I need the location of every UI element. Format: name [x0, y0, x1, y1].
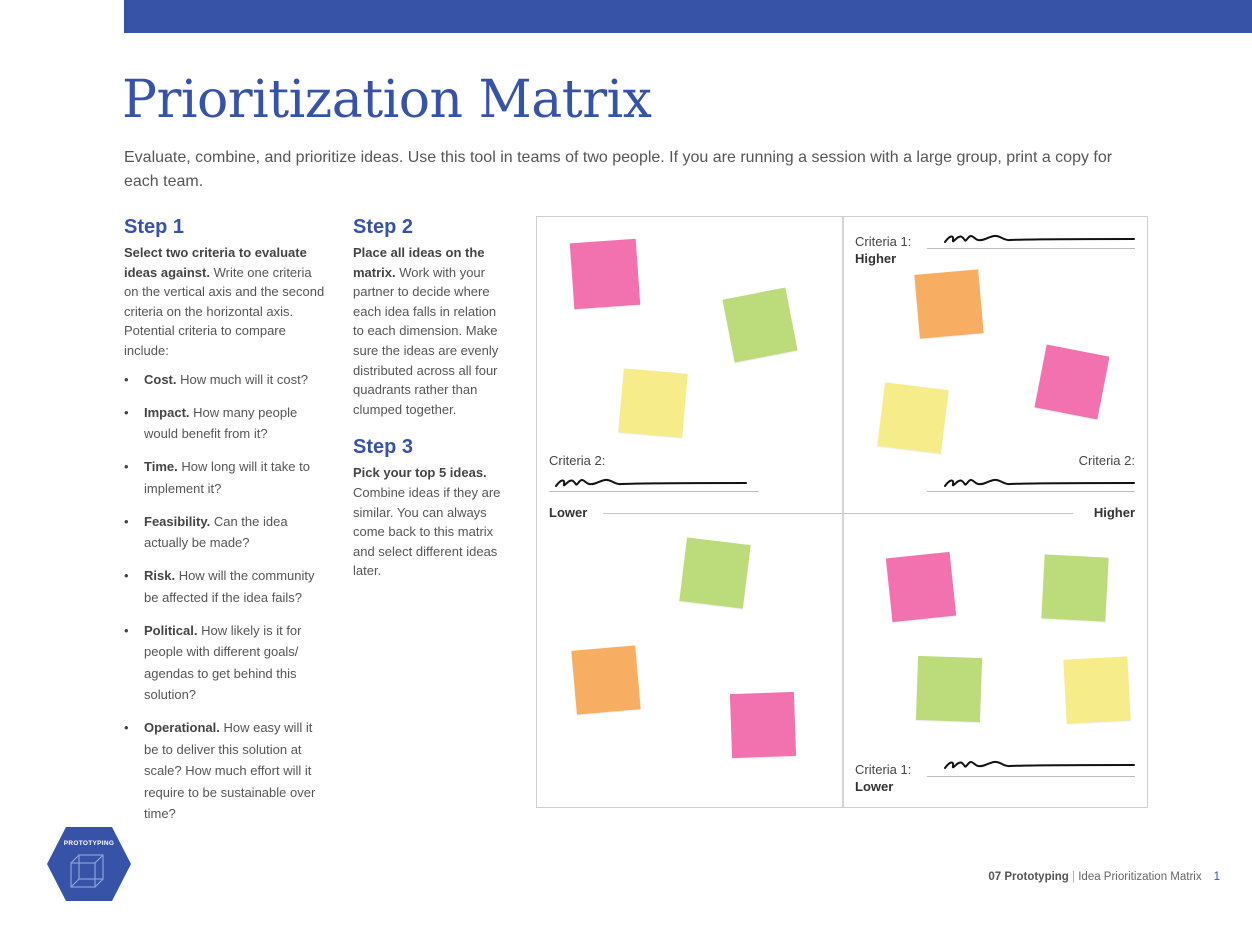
criteria-name: Feasibility. — [144, 513, 211, 529]
sticky-note-pink[interactable] — [570, 239, 640, 309]
axis-low-text: Lower — [549, 505, 588, 520]
step1-text — [124, 243, 329, 361]
horizontal-axis — [603, 513, 1073, 514]
step2-column — [353, 215, 508, 581]
step1-lead: Select two criteria to evaluate ideas against. — [124, 245, 307, 280]
criteria-name: Time. — [144, 459, 178, 475]
list-item — [124, 402, 329, 445]
sticky-note-green[interactable] — [1041, 554, 1108, 621]
criteria-desc: How long will it take to implement it? — [144, 459, 310, 496]
sticky-note-pink[interactable] — [1034, 344, 1109, 419]
footer-section: 07 Prototyping — [988, 871, 1069, 883]
axis-high-label — [1094, 504, 1135, 521]
sticky-note-green[interactable] — [916, 656, 982, 722]
step3-text — [353, 463, 508, 581]
axis-high-text: Higher — [1093, 505, 1135, 520]
sticky-note-orange[interactable] — [914, 269, 983, 338]
criteria-desc: How many people would benefit from it? — [144, 404, 298, 442]
footer — [988, 871, 1220, 883]
step2-heading: Step 2 — [353, 216, 414, 238]
criteria1-low-text: Lower — [855, 779, 894, 794]
sticky-note-green[interactable] — [679, 537, 750, 608]
criteria2-left-label: Criteria 2: — [549, 453, 606, 468]
list-item — [124, 456, 329, 499]
criteria-name: Cost. — [144, 371, 177, 387]
vertical-axis — [842, 217, 844, 807]
step1-body: Write one criteria on the vertical axis and the second criteria on the horizontal axis. Potential criteria to compare include: — [124, 264, 325, 358]
step2-lead: Place all ideas on the matrix. — [353, 245, 485, 280]
sticky-note-yellow[interactable] — [877, 382, 948, 453]
sticky-note-yellow[interactable] — [618, 368, 687, 437]
criteria2-right-scribble — [942, 473, 1137, 493]
criteria-name: Political. — [144, 622, 198, 638]
sticky-note-green[interactable] — [722, 287, 797, 362]
step2-body: Work with your partner to decide where each idea falls in relation to each dimension. Make sure the ideas are evenly distributed across all four quadrants rather than clumped together. — [353, 264, 499, 417]
page-number: 1 — [1213, 871, 1220, 883]
criteria1-low-scribble — [942, 755, 1137, 775]
criteria-desc: Can the idea actually be made? — [144, 513, 288, 551]
list-item — [124, 511, 329, 554]
criteria2-left-scribble — [553, 473, 753, 493]
page-subtitle: Evaluate, combine, and prioritize ideas. Use this tool in teams of two people. If you are running a session with a large group, print a copy for each team. — [124, 149, 1113, 190]
prioritization-matrix — [536, 216, 1148, 808]
footer-separator: | — [1068, 871, 1079, 883]
criteria1-low-signature-line — [927, 776, 1135, 777]
top-banner — [124, 0, 1252, 33]
criteria-name: Impact. — [144, 404, 190, 420]
criteria-desc: How will the community be affected if the idea fails? — [144, 568, 315, 605]
criteria1-high-label — [855, 233, 911, 267]
prototyping-badge — [46, 826, 132, 902]
criteria2-right-label: Criteria 2: — [1078, 453, 1135, 468]
criteria-name: Risk. — [144, 568, 176, 584]
criteria1-high-scribble — [942, 229, 1137, 249]
criteria-desc: How much will it cost? — [176, 371, 308, 387]
criteria1-low-label — [855, 761, 911, 795]
step1-heading: Step 1 — [124, 216, 185, 238]
badge-label: PROTOTYPING — [63, 840, 115, 847]
list-item — [124, 565, 329, 608]
axis-low-label — [549, 504, 587, 521]
sticky-note-pink[interactable] — [730, 692, 796, 758]
step3-body: Combine ideas if they are similar. You can always come back to this matrix and select different ideas later. — [353, 484, 501, 579]
step3-lead: Pick your top 5 ideas. — [353, 465, 487, 481]
sticky-note-orange[interactable] — [571, 645, 640, 714]
list-item — [124, 620, 329, 706]
footer-doc-title: Idea Prioritization Matrix — [1078, 871, 1202, 883]
criteria1-label-text: Criteria 1: — [855, 762, 912, 777]
hexagon-badge-icon — [46, 826, 132, 902]
step1-column — [124, 215, 329, 836]
criteria-desc: How easy will it be to deliver this solution at scale? How much effort will it require to be sustainable over time? — [144, 720, 316, 822]
criteria-desc: How likely is it for people with different goals/ agendas to get behind this solution? — [144, 622, 302, 703]
step3-heading: Step 3 — [353, 436, 414, 459]
step2-text — [353, 243, 508, 419]
sticky-note-pink[interactable] — [886, 552, 956, 622]
criteria-name: Operational. — [144, 720, 220, 736]
page-title: Prioritization Matrix — [122, 70, 652, 130]
criteria1-label-text: Criteria 1: — [855, 234, 912, 249]
sticky-note-yellow[interactable] — [1063, 656, 1130, 723]
criteria-list — [124, 369, 329, 825]
criteria1-high-text: Higher — [855, 251, 897, 266]
list-item — [124, 717, 329, 825]
list-item — [124, 369, 329, 391]
